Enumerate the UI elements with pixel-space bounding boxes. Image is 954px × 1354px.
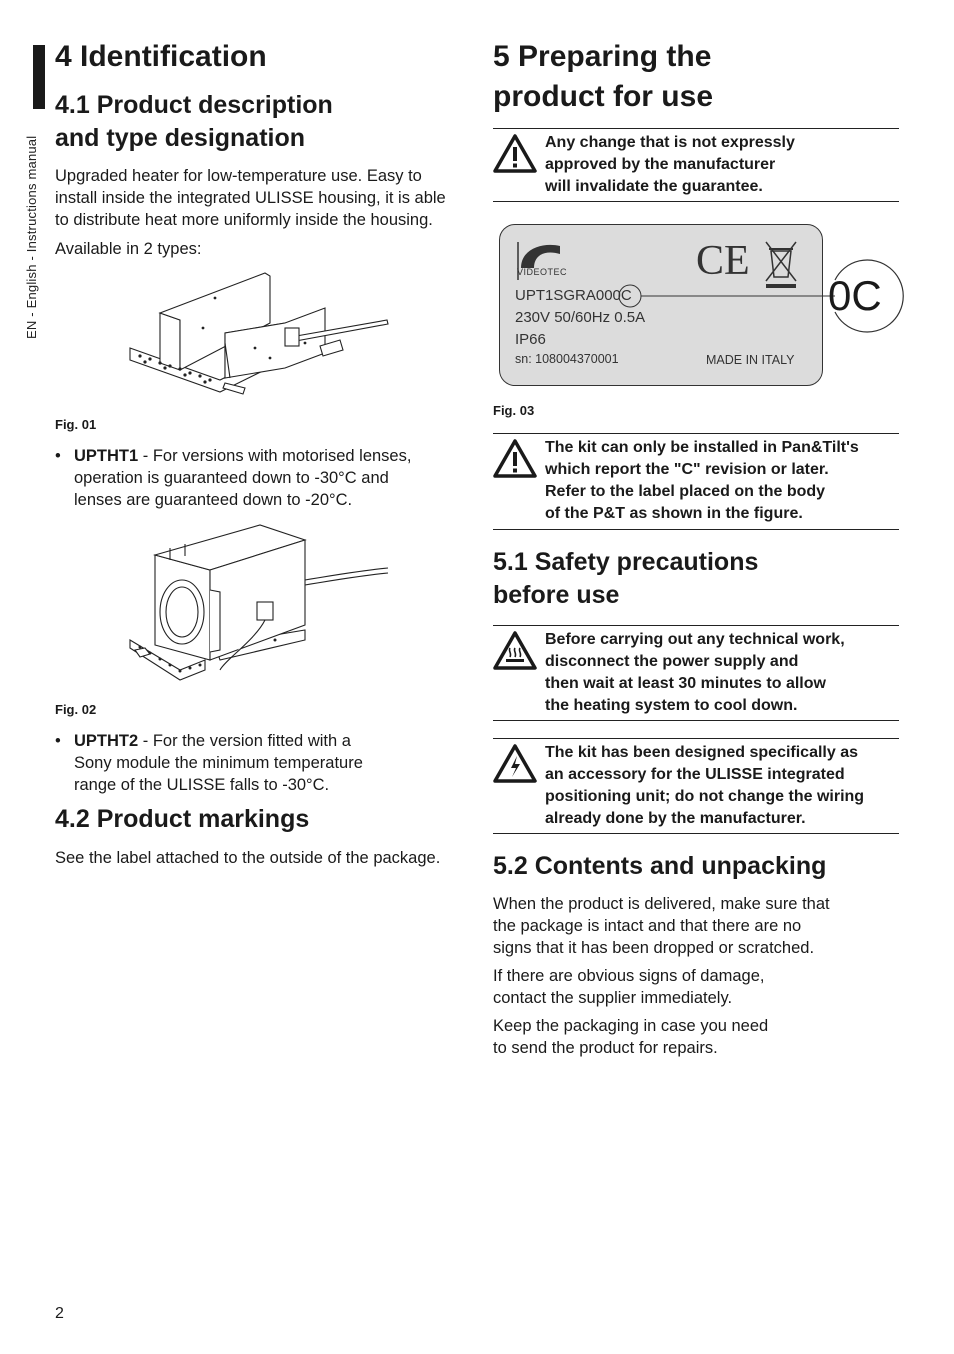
available-types-text: Available in 2 types:	[55, 240, 202, 258]
label-serial-number: sn: 108004370001	[515, 352, 619, 366]
warning-triangle-icon	[493, 134, 537, 174]
markings-paragraph: See the label attached to the outside of the package.	[55, 849, 441, 867]
section-marker-bar	[33, 45, 45, 109]
figure-02-heater-box	[125, 520, 395, 692]
unpacking-paragraph-1: When the product is delivered, make sure that the package is intact and that there are no signs that it has been dropped or scratched.	[493, 895, 830, 957]
unpacking-paragraph-3: Keep the packaging in case you need to send the product for repairs.	[493, 1017, 769, 1057]
page-number: 2	[55, 1305, 64, 1322]
heading-section-4: 4 Identification	[55, 40, 267, 73]
warning-hot-surface: Before carrying out any technical work, disconnect the power supply and then wait at least 30 minutes to allow the heating system to cool down.	[493, 625, 899, 721]
heading-4-2: 4.2 Product markings	[55, 805, 310, 833]
heading-4-1-line2: and type designation	[55, 124, 306, 152]
label-power-rating: 230V 50/60Hz 0.5A	[515, 309, 646, 326]
warning-triangle-icon	[493, 439, 537, 479]
bullet-upthtl2: • UPTHT2 - For the version fitted with a Sony module the minimum temperature range of the ULISSE falls to -30°C.	[55, 732, 363, 794]
label-made-in: MADE IN ITALY	[706, 353, 795, 367]
bullet-upthtl1: • UPTHT1 - For versions with motorised lenses, operation is guaranteed down to -30°C and lenses are guaranteed down to -20°C.	[55, 447, 412, 509]
figure-01-heater-plate	[125, 268, 395, 408]
electrical-hazard-icon	[493, 744, 537, 784]
figure-01-caption: Fig. 01	[55, 417, 97, 432]
sidebar-manual-label: EN - English - Instructions manual	[24, 135, 39, 339]
figure-03-caption: Fig. 03	[493, 403, 535, 418]
label-ip-rating: IP66	[515, 331, 546, 348]
unpacking-paragraph-2: If there are obvious signs of damage, contact the supplier immediately.	[493, 967, 765, 1007]
label-product-code: UPT1SGRA000C	[515, 287, 632, 304]
description-paragraph: Upgraded heater for low-temperature use. Easy to install inside the integrated ULISSE housing, it is able to distribute heat more uniformly inside the housing.	[55, 167, 446, 229]
bullet-dot: •	[55, 447, 61, 465]
figure-02-caption: Fig. 02	[55, 702, 97, 717]
heading-4-1-line1: 4.1 Product description	[55, 91, 333, 119]
warning-electrical: The kit has been designed specifically as an accessory for the ULISSE integrated positioning unit; do not change the wiring already done by the manufacturer.	[493, 738, 899, 834]
warning-pan-tilt-revision: The kit can only be installed in Pan&Tilt's which report the "C" revision or later. Refer to the label placed on the body of the P&T as shown in the figure.	[493, 433, 899, 530]
bullet-dot: •	[55, 732, 61, 750]
heading-5-1-line2: before use	[493, 581, 620, 609]
ce-mark: CE	[696, 238, 750, 284]
heading-section-5-line2: product for use	[493, 80, 714, 113]
heading-section-5-line1: 5 Preparing the	[493, 40, 712, 73]
heading-5-2: 5.2 Contents and unpacking	[493, 852, 827, 880]
heading-5-1-line1: 5.1 Safety precautions	[493, 548, 759, 576]
label-revision-zoom: 0C	[828, 272, 882, 319]
label-brand: VIDEOTEC	[517, 267, 568, 277]
hot-surface-icon	[493, 631, 537, 671]
warning-guarantee: Any change that is not expressly approved by the manufacturer will invalidate the guarantee.	[493, 128, 899, 202]
